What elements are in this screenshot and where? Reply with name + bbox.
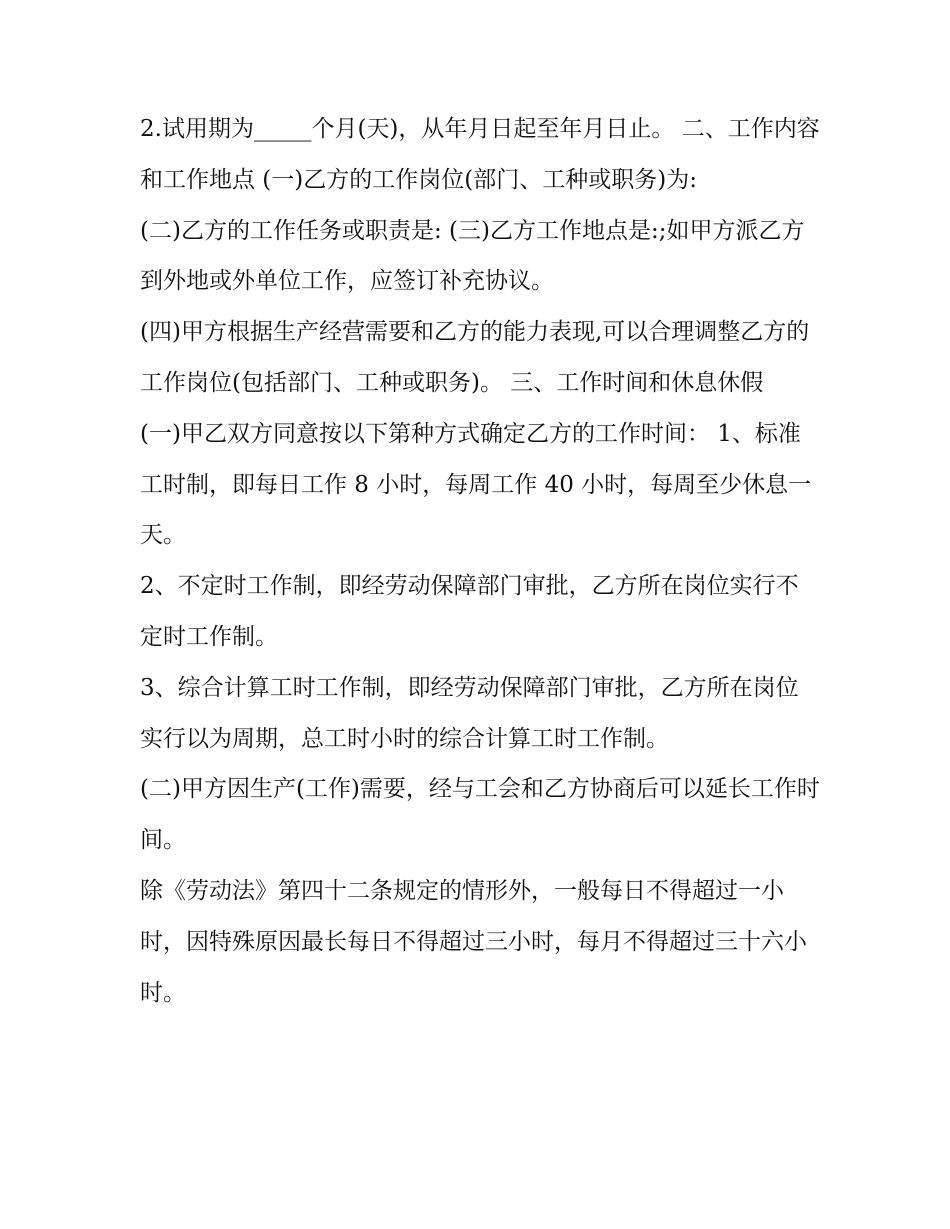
paragraph-comprehensive-hours: 3、综合计算工时工作制，即经劳动保障部门审批，乙方所在岗位实行以为周期，总工时小时的综合计算工时工作制。 [140,674,799,752]
paragraph-adjust-position: (四)甲方根据生产经营需要和乙方的能力表现,可以合理调整乙方的工作岗位(包括部门、工种或职务)。 三、工作时间和休息休假 [140,319,810,396]
paragraph-overtime-limits: 除《劳动法》第四十二条规定的情形外，一般每日不得超过一小时，因特殊原因最长每日不得超过三小时，每月不得超过三十六小时。 [140,877,807,1006]
paragraph-probation: 2.试用期为_____个月(天)，从年月日起至年月日止。 二、工作内容和工作地点 (一)乙方的工作岗位(部门、工种或职务)为: [140,116,820,193]
paragraph-flexible-hours: 2、不定时工作制，即经劳动保障部门审批，乙方所在岗位实行不定时工作制。 [140,573,799,650]
paragraph-duties-location: (二)乙方的工作任务或职责是: (三)乙方工作地点是:;如甲方派乙方到外地或外单位工作，应签订补充协议。 [140,217,805,295]
paragraph-standard-hours: (一)甲乙双方同意按以下第种方式确定乙方的工作时间： 1、标准工时制，即每日工作 8 小时，每周工作 40 小时，每周至少休息一天。 [140,420,812,549]
document-body [140,104,820,1018]
paragraph-overtime: (二)甲方因生产(工作)需要，经与工会和乙方协商后可以延长工作时间。 [140,776,820,854]
